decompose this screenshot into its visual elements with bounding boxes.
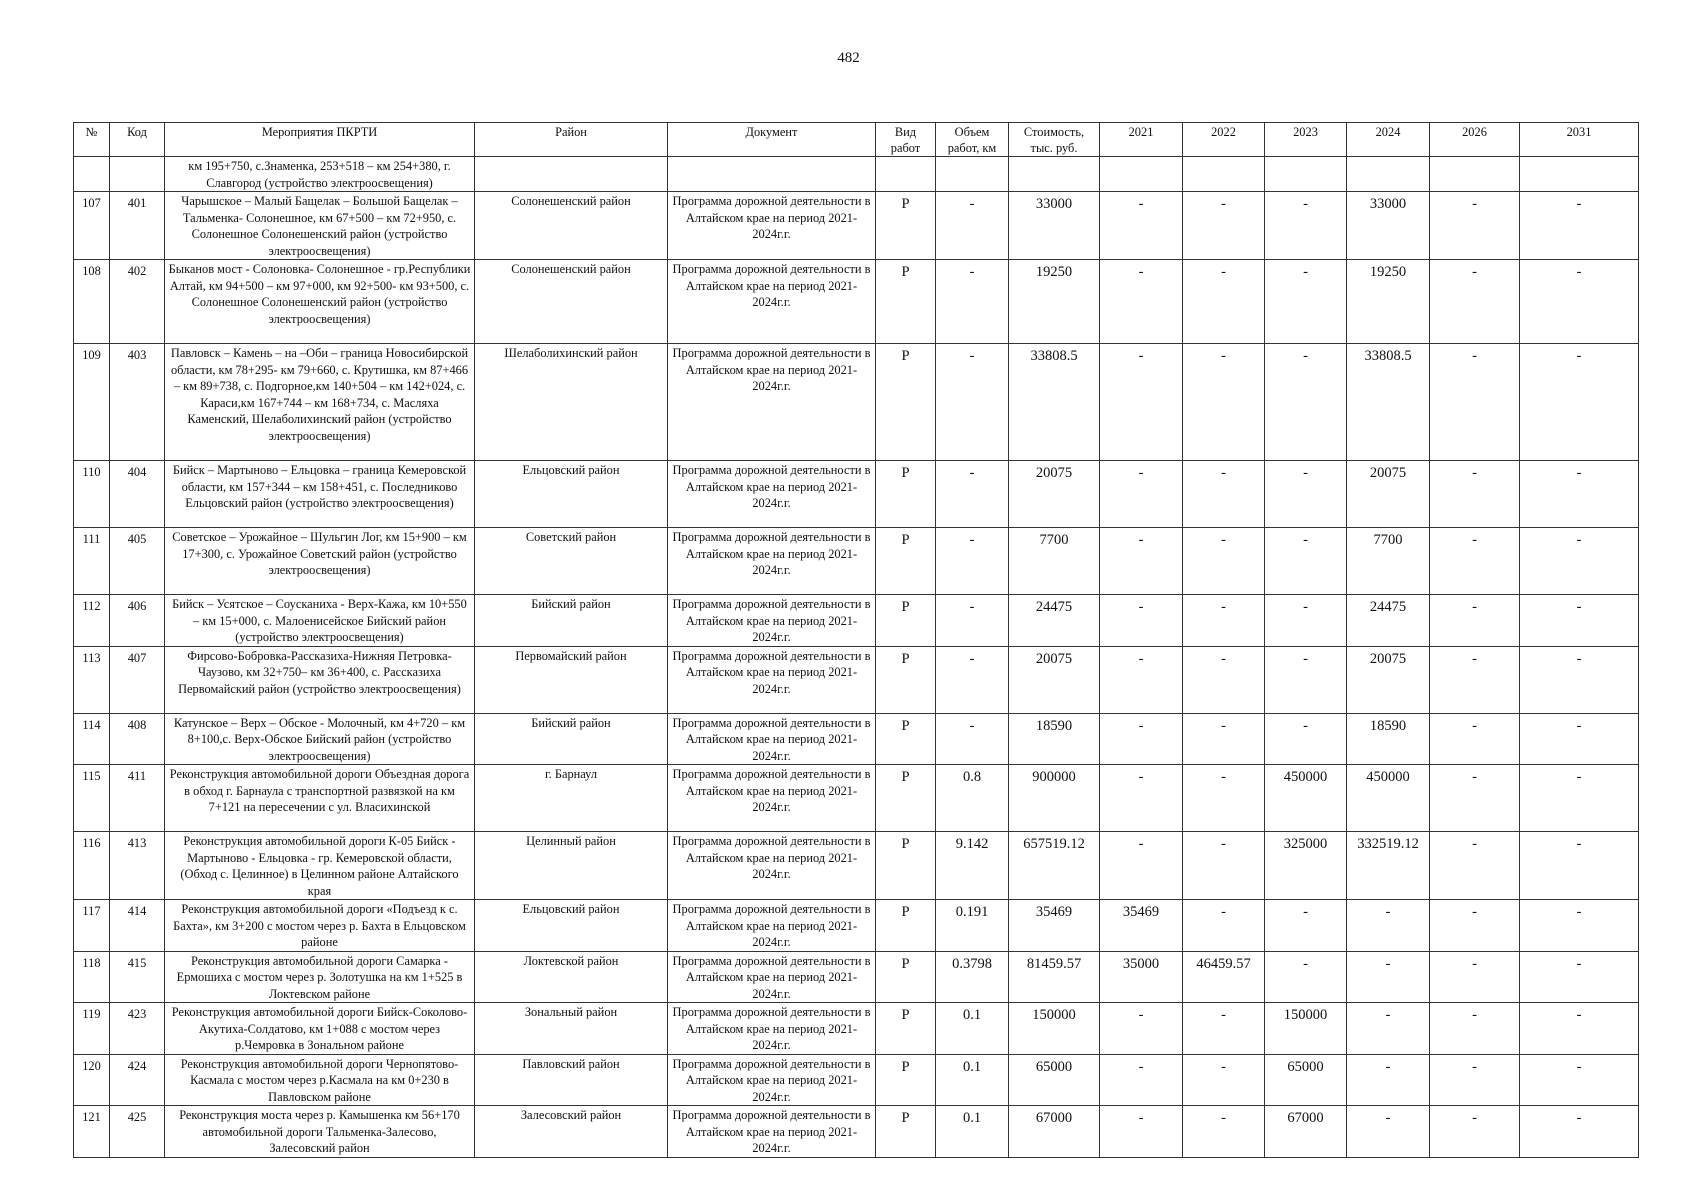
cell-district: Ельцовский район — [475, 900, 668, 952]
cell-work-type: Р — [876, 461, 936, 528]
cell-2021: - — [1100, 528, 1183, 595]
cell-district: Зональный район — [475, 1003, 668, 1055]
cell-2021: - — [1100, 713, 1183, 765]
cell-event: Катунское – Верх – Обское - Молочный, км 4+720 – км 8+100,с. Верх-Обское Бийский район (устройство электроосвещения) — [165, 713, 475, 765]
cell-event: Реконструкция моста через р. Камышенка км 56+170 автомобильной дороги Тальменка-Залесово, Залесовский район — [165, 1106, 475, 1158]
column-header: 2022 — [1183, 123, 1265, 157]
cell-2024: 33000 — [1347, 192, 1430, 260]
cell-work-type: Р — [876, 1054, 936, 1106]
column-header: № — [74, 123, 110, 157]
cell-document: Программа дорожной деятельности в Алтайском крае на период 2021-2024г.г. — [668, 461, 876, 528]
cell-cost: 657519.12 — [1009, 832, 1100, 900]
cell-code: 411 — [110, 765, 165, 832]
cell-2026 — [1430, 157, 1520, 192]
cell-number: 116 — [74, 832, 110, 900]
cell-number: 117 — [74, 900, 110, 952]
cell-2023: - — [1265, 528, 1347, 595]
cell-code: 423 — [110, 1003, 165, 1055]
cell-2031: - — [1520, 1054, 1639, 1106]
cell-district: Бийский район — [475, 713, 668, 765]
cell-event: Бийск – Усятское – Соусканиха - Верх-Кажа, км 10+550 – км 15+000, с. Малоенисейское Бийский район (устройство электроосвещения) — [165, 595, 475, 647]
cell-2023: 65000 — [1265, 1054, 1347, 1106]
cell-2031: - — [1520, 192, 1639, 260]
cell-work-type: Р — [876, 832, 936, 900]
cell-2031: - — [1520, 713, 1639, 765]
cell-number — [74, 157, 110, 192]
cell-2023: - — [1265, 344, 1347, 461]
cell-2021: - — [1100, 260, 1183, 344]
cell-2024: 450000 — [1347, 765, 1430, 832]
cell-2031: - — [1520, 951, 1639, 1003]
cell-number: 110 — [74, 461, 110, 528]
cell-cost: 33000 — [1009, 192, 1100, 260]
cell-volume: 9.142 — [936, 832, 1009, 900]
cell-2023: - — [1265, 900, 1347, 952]
cell-district: Советский район — [475, 528, 668, 595]
cell-number: 119 — [74, 1003, 110, 1055]
cell-2022: 46459.57 — [1183, 951, 1265, 1003]
cell-work-type: Р — [876, 528, 936, 595]
cell-2024: 18590 — [1347, 713, 1430, 765]
cell-2026: - — [1430, 646, 1520, 713]
cell-document: Программа дорожной деятельности в Алтайском крае на период 2021-2024г.г. — [668, 595, 876, 647]
cell-2021: - — [1100, 192, 1183, 260]
cell-event: Реконструкция автомобильной дороги Объездная дорога в обход г. Барнаула с транспортной развязкой на км 7+121 на пересечении с ул. Власихинской — [165, 765, 475, 832]
cell-2022: - — [1183, 461, 1265, 528]
cell-2023 — [1265, 157, 1347, 192]
cell-work-type: Р — [876, 951, 936, 1003]
cell-work-type: Р — [876, 192, 936, 260]
cell-2031: - — [1520, 900, 1639, 952]
cell-2023: - — [1265, 192, 1347, 260]
cell-2021: - — [1100, 646, 1183, 713]
cell-volume: 0.3798 — [936, 951, 1009, 1003]
table-row — [74, 900, 1639, 952]
cell-document: Программа дорожной деятельности в Алтайском крае на период 2021-2024г.г. — [668, 1003, 876, 1055]
cell-2022: - — [1183, 344, 1265, 461]
cell-2026: - — [1430, 528, 1520, 595]
cell-document: Программа дорожной деятельности в Алтайском крае на период 2021-2024г.г. — [668, 713, 876, 765]
cell-2024: 20075 — [1347, 461, 1430, 528]
cell-code: 408 — [110, 713, 165, 765]
cell-2022: - — [1183, 1054, 1265, 1106]
cell-document — [668, 157, 876, 192]
cell-code: 403 — [110, 344, 165, 461]
cell-cost: 20075 — [1009, 646, 1100, 713]
cell-cost: 18590 — [1009, 713, 1100, 765]
column-header: 2031 — [1520, 123, 1639, 157]
cell-cost — [1009, 157, 1100, 192]
cell-2022: - — [1183, 1003, 1265, 1055]
cell-2024: - — [1347, 900, 1430, 952]
cell-code: 404 — [110, 461, 165, 528]
cell-2021: - — [1100, 832, 1183, 900]
cell-2022: - — [1183, 528, 1265, 595]
table-row — [74, 344, 1639, 461]
cell-district: Целинный район — [475, 832, 668, 900]
table-row — [74, 192, 1639, 260]
table-row — [74, 1003, 1639, 1055]
cell-document: Программа дорожной деятельности в Алтайском крае на период 2021-2024г.г. — [668, 1106, 876, 1158]
cell-2024: - — [1347, 1003, 1430, 1055]
cell-event: Реконструкция автомобильной дороги Бийск-Соколово-Акутиха-Солдатово, км 1+088 с мостом через р.Чемровка в Зональном районе — [165, 1003, 475, 1055]
cell-2026: - — [1430, 765, 1520, 832]
cell-2026: - — [1430, 461, 1520, 528]
cell-event: Реконструкция автомобильной дороги Самарка - Ермошиха с мостом через р. Золотушка на км 1+525 в Локтевском районе — [165, 951, 475, 1003]
cell-work-type: Р — [876, 260, 936, 344]
cell-event: Павловск – Камень – на –Оби – граница Новосибирской области, км 78+295- км 79+660, с. Крутишка, км 87+466 – км 89+738, с. Подгорное,км 140+504 – км 142+024, с. Караси,км 167+744 – км 168+734, с. Масляха Каменский, Шелаболихинский район (устройство электроосвещения) — [165, 344, 475, 461]
cell-2021: 35000 — [1100, 951, 1183, 1003]
cell-2023: - — [1265, 646, 1347, 713]
cell-cost: 900000 — [1009, 765, 1100, 832]
cell-2023: 67000 — [1265, 1106, 1347, 1158]
cell-2024: - — [1347, 1106, 1430, 1158]
cell-work-type: Р — [876, 595, 936, 647]
cell-code: 407 — [110, 646, 165, 713]
cell-2022: - — [1183, 260, 1265, 344]
table-row — [74, 528, 1639, 595]
cell-cost: 67000 — [1009, 1106, 1100, 1158]
header-row — [74, 123, 1639, 157]
cell-document: Программа дорожной деятельности в Алтайском крае на период 2021-2024г.г. — [668, 528, 876, 595]
table-row — [74, 1106, 1639, 1158]
cell-2026: - — [1430, 260, 1520, 344]
cell-2021: - — [1100, 765, 1183, 832]
cell-volume: 0.191 — [936, 900, 1009, 952]
cell-volume: 0.1 — [936, 1106, 1009, 1158]
cell-2031 — [1520, 157, 1639, 192]
cell-2026: - — [1430, 832, 1520, 900]
cell-document: Программа дорожной деятельности в Алтайском крае на период 2021-2024г.г. — [668, 646, 876, 713]
cell-2021 — [1100, 157, 1183, 192]
cell-2022: - — [1183, 713, 1265, 765]
cell-2023: 150000 — [1265, 1003, 1347, 1055]
cell-work-type: Р — [876, 646, 936, 713]
cell-2021: - — [1100, 461, 1183, 528]
table-row — [74, 260, 1639, 344]
cell-2031: - — [1520, 595, 1639, 647]
cell-event: Чарышское – Малый Бащелак – Большой Бащелак – Тальменка- Солонешное, км 67+500 – км 72+950, с. Солонешное Солонешенский район (устройство электроосвещения) — [165, 192, 475, 260]
column-header: Объем работ, км — [936, 123, 1009, 157]
cell-district: Павловский район — [475, 1054, 668, 1106]
cell-2022: - — [1183, 646, 1265, 713]
cell-volume: - — [936, 461, 1009, 528]
table-row — [74, 832, 1639, 900]
cell-2024: - — [1347, 1054, 1430, 1106]
cell-code: 414 — [110, 900, 165, 952]
cell-2022: - — [1183, 832, 1265, 900]
table-row — [74, 765, 1639, 832]
cell-volume: - — [936, 260, 1009, 344]
cell-work-type: Р — [876, 713, 936, 765]
cell-2031: - — [1520, 646, 1639, 713]
column-header: Код — [110, 123, 165, 157]
cell-document: Программа дорожной деятельности в Алтайском крае на период 2021-2024г.г. — [668, 1054, 876, 1106]
cell-document: Программа дорожной деятельности в Алтайском крае на период 2021-2024г.г. — [668, 900, 876, 952]
cell-volume: - — [936, 344, 1009, 461]
page-number: 482 — [837, 50, 860, 66]
cell-2024: 24475 — [1347, 595, 1430, 647]
cell-2021: - — [1100, 344, 1183, 461]
cell-2023: - — [1265, 260, 1347, 344]
cell-2026: - — [1430, 951, 1520, 1003]
cell-2031: - — [1520, 344, 1639, 461]
cell-code: 424 — [110, 1054, 165, 1106]
cell-number: 113 — [74, 646, 110, 713]
cell-district: Залесовский район — [475, 1106, 668, 1158]
cell-number: 107 — [74, 192, 110, 260]
cell-2024: 33808.5 — [1347, 344, 1430, 461]
cell-document: Программа дорожной деятельности в Алтайском крае на период 2021-2024г.г. — [668, 765, 876, 832]
cell-event: Реконструкция автомобильной дороги К-05 Бийск - Мартыново - Ельцовка - гр. Кемеровской области, (Обход с. Целинное) в Целинном районе Алтайского края — [165, 832, 475, 900]
cell-cost: 65000 — [1009, 1054, 1100, 1106]
cell-2022: - — [1183, 765, 1265, 832]
cell-cost: 7700 — [1009, 528, 1100, 595]
cell-2022 — [1183, 157, 1265, 192]
cell-2023: - — [1265, 595, 1347, 647]
cell-cost: 19250 — [1009, 260, 1100, 344]
cell-code: 425 — [110, 1106, 165, 1158]
cell-2031: - — [1520, 832, 1639, 900]
cell-document: Программа дорожной деятельности в Алтайском крае на период 2021-2024г.г. — [668, 344, 876, 461]
cell-2026: - — [1430, 192, 1520, 260]
column-header: Район — [475, 123, 668, 157]
cell-number: 120 — [74, 1054, 110, 1106]
cell-2021: - — [1100, 1106, 1183, 1158]
table-row — [74, 713, 1639, 765]
cell-2026: - — [1430, 344, 1520, 461]
cell-district: Бийский район — [475, 595, 668, 647]
cell-2026: - — [1430, 713, 1520, 765]
cell-2021: 35469 — [1100, 900, 1183, 952]
column-header: Стоимость, тыс. руб. — [1009, 123, 1100, 157]
cell-2031: - — [1520, 461, 1639, 528]
cell-event: Советское – Урожайное – Шульгин Лог, км 15+900 – км 17+300, с. Урожайное Советский район (устройство электроосвещения) — [165, 528, 475, 595]
roads-program-table — [73, 122, 1639, 1158]
cell-work-type — [876, 157, 936, 192]
cell-code: 415 — [110, 951, 165, 1003]
cell-volume: - — [936, 192, 1009, 260]
cell-2026: - — [1430, 595, 1520, 647]
cell-work-type: Р — [876, 765, 936, 832]
cell-2023: 450000 — [1265, 765, 1347, 832]
cell-2023: - — [1265, 951, 1347, 1003]
cell-number: 112 — [74, 595, 110, 647]
cell-2031: - — [1520, 260, 1639, 344]
cell-2026: - — [1430, 1054, 1520, 1106]
cell-district: Солонешенский район — [475, 260, 668, 344]
cell-2021: - — [1100, 1054, 1183, 1106]
cell-document: Программа дорожной деятельности в Алтайском крае на период 2021-2024г.г. — [668, 832, 876, 900]
cell-number: 118 — [74, 951, 110, 1003]
cell-number: 111 — [74, 528, 110, 595]
table-row — [74, 646, 1639, 713]
cell-2026: - — [1430, 900, 1520, 952]
cell-event: Реконструкция автомобильной дороги Чернопятово-Касмала с мостом через р.Касмала на км 0+230 в Павловском районе — [165, 1054, 475, 1106]
table-row — [74, 1054, 1639, 1106]
cell-volume: - — [936, 528, 1009, 595]
column-header: Документ — [668, 123, 876, 157]
cell-2024: 7700 — [1347, 528, 1430, 595]
cell-volume: - — [936, 595, 1009, 647]
cell-cost: 150000 — [1009, 1003, 1100, 1055]
cell-2024: 19250 — [1347, 260, 1430, 344]
cell-code — [110, 157, 165, 192]
table-row — [74, 157, 1639, 192]
cell-2024: - — [1347, 951, 1430, 1003]
cell-cost: 24475 — [1009, 595, 1100, 647]
cell-number: 121 — [74, 1106, 110, 1158]
cell-work-type: Р — [876, 900, 936, 952]
cell-volume: 0.1 — [936, 1054, 1009, 1106]
cell-cost: 35469 — [1009, 900, 1100, 952]
cell-cost: 81459.57 — [1009, 951, 1100, 1003]
column-header: 2021 — [1100, 123, 1183, 157]
cell-2024: 332519.12 — [1347, 832, 1430, 900]
cell-code: 401 — [110, 192, 165, 260]
cell-district: Локтевской район — [475, 951, 668, 1003]
cell-district — [475, 157, 668, 192]
cell-cost: 20075 — [1009, 461, 1100, 528]
cell-document: Программа дорожной деятельности в Алтайском крае на период 2021-2024г.г. — [668, 260, 876, 344]
column-header: 2026 — [1430, 123, 1520, 157]
cell-work-type: Р — [876, 344, 936, 461]
cell-document: Программа дорожной деятельности в Алтайском крае на период 2021-2024г.г. — [668, 951, 876, 1003]
table-row — [74, 461, 1639, 528]
cell-district: г. Барнаул — [475, 765, 668, 832]
cell-number: 108 — [74, 260, 110, 344]
cell-document: Программа дорожной деятельности в Алтайском крае на период 2021-2024г.г. — [668, 192, 876, 260]
cell-2022: - — [1183, 192, 1265, 260]
cell-code: 402 — [110, 260, 165, 344]
cell-2024 — [1347, 157, 1430, 192]
cell-district: Шелаболихинский район — [475, 344, 668, 461]
cell-2021: - — [1100, 1003, 1183, 1055]
cell-work-type: Р — [876, 1106, 936, 1158]
cell-number: 115 — [74, 765, 110, 832]
column-header: 2024 — [1347, 123, 1430, 157]
cell-2031: - — [1520, 1106, 1639, 1158]
cell-volume: - — [936, 646, 1009, 713]
cell-2024: 20075 — [1347, 646, 1430, 713]
cell-2021: - — [1100, 595, 1183, 647]
cell-2023: 325000 — [1265, 832, 1347, 900]
cell-2023: - — [1265, 461, 1347, 528]
column-header: Мероприятия ПКРТИ — [165, 123, 475, 157]
cell-event: Быканов мост - Солоновка- Солонешное - гр.Республики Алтай, км 94+500 – км 97+000, км 92+500- км 93+500, с. Солонешное Солонешенский район (устройство электроосвещения) — [165, 260, 475, 344]
column-header: 2023 — [1265, 123, 1347, 157]
cell-2022: - — [1183, 1106, 1265, 1158]
cell-2026: - — [1430, 1106, 1520, 1158]
cell-event: Фирсово-Бобровка-Рассказиха-Нижняя Петровка-Чаузово, км 32+750– км 36+400, с. Рассказиха Первомайский район (устройство электроосвещения) — [165, 646, 475, 713]
cell-district: Первомайский район — [475, 646, 668, 713]
cell-2026: - — [1430, 1003, 1520, 1055]
cell-district: Солонешенский район — [475, 192, 668, 260]
cell-number: 109 — [74, 344, 110, 461]
cell-event: Реконструкция автомобильной дороги «Подъезд к с. Бахта», км 3+200 с мостом через р. Бахта в Ельцовском районе — [165, 900, 475, 952]
cell-event: Бийск – Мартыново – Ельцовка – граница Кемеровской области, км 157+344 – км 158+451, с. Последниково Ельцовский район (устройство электроосвещения) — [165, 461, 475, 528]
cell-volume: 0.8 — [936, 765, 1009, 832]
table-row — [74, 951, 1639, 1003]
cell-2031: - — [1520, 1003, 1639, 1055]
cell-2031: - — [1520, 765, 1639, 832]
cell-2031: - — [1520, 528, 1639, 595]
cell-volume: - — [936, 713, 1009, 765]
cell-2023: - — [1265, 713, 1347, 765]
cell-cost: 33808.5 — [1009, 344, 1100, 461]
table-row — [74, 595, 1639, 647]
cell-event: км 195+750, с.Знаменка, 253+518 – км 254+380, г. Славгород (устройство электроосвещения) — [165, 157, 475, 192]
cell-volume — [936, 157, 1009, 192]
cell-district: Ельцовский район — [475, 461, 668, 528]
cell-2022: - — [1183, 900, 1265, 952]
cell-number: 114 — [74, 713, 110, 765]
cell-code: 405 — [110, 528, 165, 595]
cell-volume: 0.1 — [936, 1003, 1009, 1055]
column-header: Вид работ — [876, 123, 936, 157]
cell-work-type: Р — [876, 1003, 936, 1055]
cell-2022: - — [1183, 595, 1265, 647]
cell-code: 413 — [110, 832, 165, 900]
cell-code: 406 — [110, 595, 165, 647]
